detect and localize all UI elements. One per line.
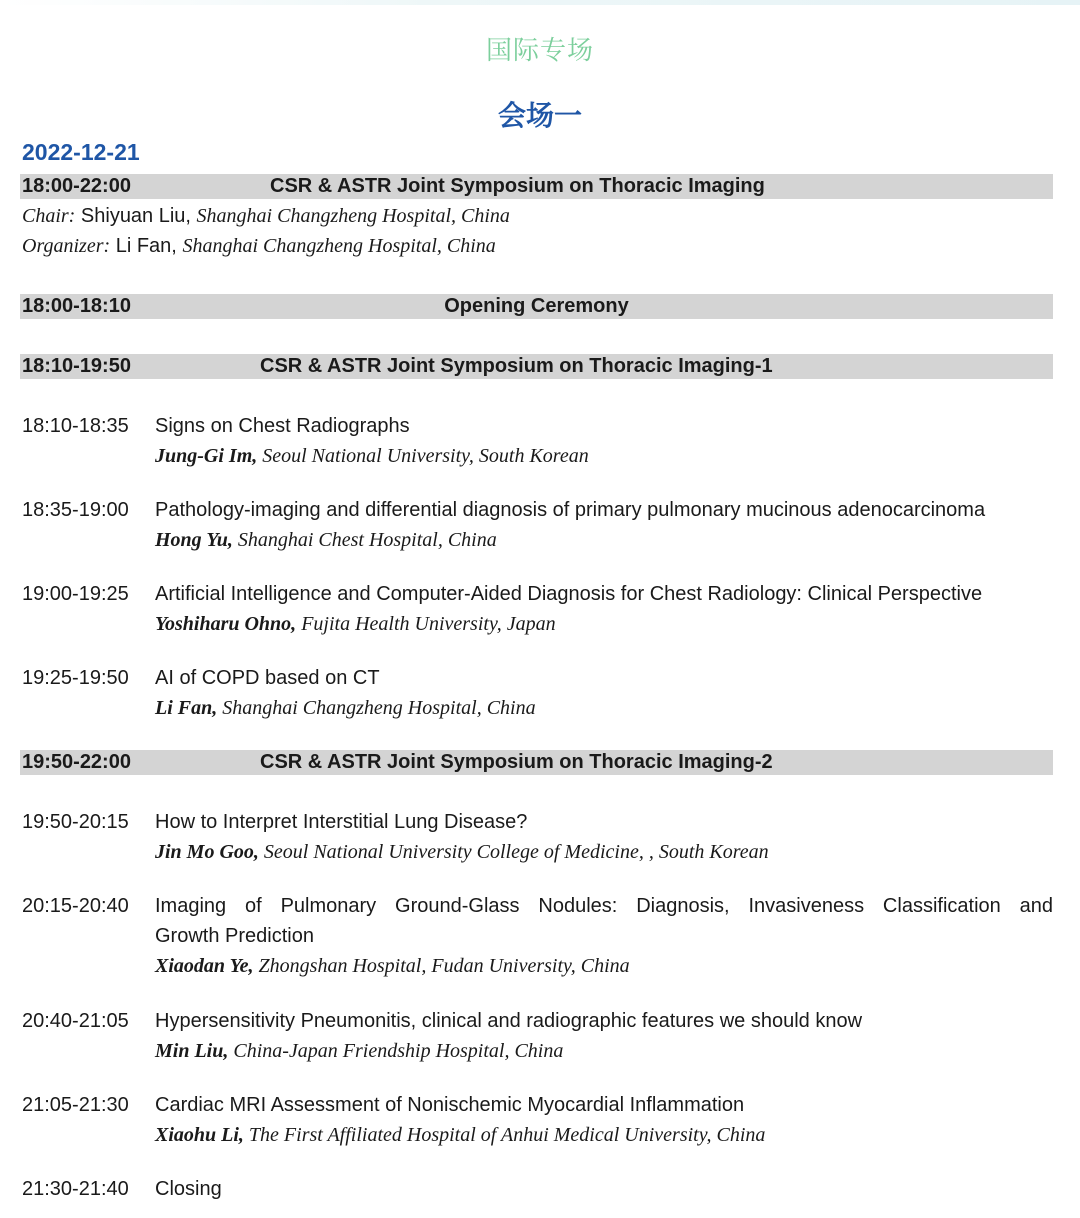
speaker-affiliation: Shanghai Changzheng Hospital, China [222, 697, 536, 719]
chair-name: Shiyuan Liu, [80, 205, 191, 227]
symposium-title: CSR & ASTR Joint Symposium on Thoracic Imaging [270, 175, 765, 197]
speaker-name: Jung-Gi Im, [155, 445, 258, 467]
talk-time: 18:10-18:35 [22, 415, 129, 437]
symposium-time: 18:00-22:00 [22, 175, 131, 197]
talk-title-continued: Growth Prediction [155, 925, 314, 947]
talk-time: 19:00-19:25 [22, 583, 129, 605]
speaker-name: Xiaohu Li, [155, 1124, 244, 1146]
organizer-line [22, 235, 496, 258]
talk-time: 19:50-20:15 [22, 811, 129, 833]
talk-time: 21:05-21:30 [22, 1094, 129, 1116]
talk-time: 20:40-21:05 [22, 1010, 129, 1032]
talk-speaker [155, 529, 497, 552]
speaker-affiliation: The First Affiliated Hospital of Anhui Medical University, China [248, 1124, 766, 1146]
opening-title: Opening Ceremony [444, 295, 629, 317]
speaker-name: Hong Yu, [155, 529, 233, 551]
chair-affiliation: Shanghai Changzheng Hospital, China [196, 205, 510, 227]
speaker-name: Jin Mo Goo, [155, 841, 259, 863]
talk-time: 19:25-19:50 [22, 667, 129, 689]
talk-speaker [155, 613, 556, 636]
talk-speaker [155, 1040, 563, 1063]
talk-title: Artificial Intelligence and Computer-Aided Diagnosis for Chest Radiology: Clinical Perspective [155, 583, 983, 605]
talk-title: AI of COPD based on CT [155, 667, 380, 689]
talk-time: 18:35-19:00 [22, 499, 129, 521]
chair-line [22, 205, 510, 228]
speaker-affiliation: Zhongshan Hospital, Fudan University, China [258, 955, 630, 977]
talk-title: Imaging of Pulmonary Ground-Glass Nodules: Diagnosis, Invasiveness Classification and [155, 895, 1053, 917]
symposium-header-bar [20, 174, 1053, 199]
session1-bar [20, 354, 1053, 379]
talk-speaker [155, 841, 769, 864]
speaker-affiliation: Fujita Health University, Japan [301, 613, 556, 635]
talk-title: Hypersensitivity Pneumonitis, clinical and radiographic features we should know [155, 1010, 863, 1032]
session2-bar [20, 750, 1053, 775]
session-date: 2022-12-21 [22, 139, 140, 165]
talk-time: 20:15-20:40 [22, 895, 129, 917]
session1-time: 18:10-19:50 [22, 355, 131, 377]
talk-title: Pathology-imaging and differential diagnosis of primary pulmonary mucinous adenocarcinoma [155, 499, 986, 521]
speaker-affiliation: Shanghai Chest Hospital, China [237, 529, 497, 551]
talk-speaker [155, 1124, 765, 1147]
speaker-name: Min Liu, [155, 1040, 229, 1062]
talk-speaker [155, 445, 589, 468]
speaker-name: Xiaodan Ye, [155, 955, 254, 977]
organizer-name: Li Fan, [115, 235, 177, 257]
speaker-name: Yoshiharu Ohno, [155, 613, 297, 635]
talk-title: Closing [155, 1178, 222, 1200]
talk-time: 21:30-21:40 [22, 1178, 129, 1200]
speaker-name: Li Fan, [155, 697, 218, 719]
opening-time: 18:00-18:10 [22, 295, 131, 317]
talk-title: How to Interpret Interstitial Lung Disease? [155, 811, 528, 833]
organizer-affiliation: Shanghai Changzheng Hospital, China [182, 235, 496, 257]
section-title: 国际专场 [485, 36, 594, 66]
talk-speaker [155, 955, 630, 978]
session2-time: 19:50-22:00 [22, 751, 131, 773]
session2-title: CSR & ASTR Joint Symposium on Thoracic Imaging-2 [260, 751, 773, 773]
speaker-affiliation: Seoul National University, South Korean [262, 445, 589, 467]
talk-title: Signs on Chest Radiographs [155, 415, 410, 437]
session1-title: CSR & ASTR Joint Symposium on Thoracic Imaging-1 [260, 355, 773, 377]
opening-bar [20, 294, 1053, 319]
chair-label: Chair: [22, 205, 76, 227]
talk-speaker [155, 697, 536, 720]
top-decoration-line [0, 0, 1080, 5]
talk-title: Cardiac MRI Assessment of Nonischemic Myocardial Inflammation [155, 1094, 745, 1116]
speaker-affiliation: Seoul National University College of Medicine, , South Korean [263, 841, 769, 863]
venue-title: 会场一 [497, 99, 582, 132]
organizer-label: Organizer: [22, 235, 111, 257]
speaker-affiliation: China-Japan Friendship Hospital, China [233, 1040, 564, 1062]
